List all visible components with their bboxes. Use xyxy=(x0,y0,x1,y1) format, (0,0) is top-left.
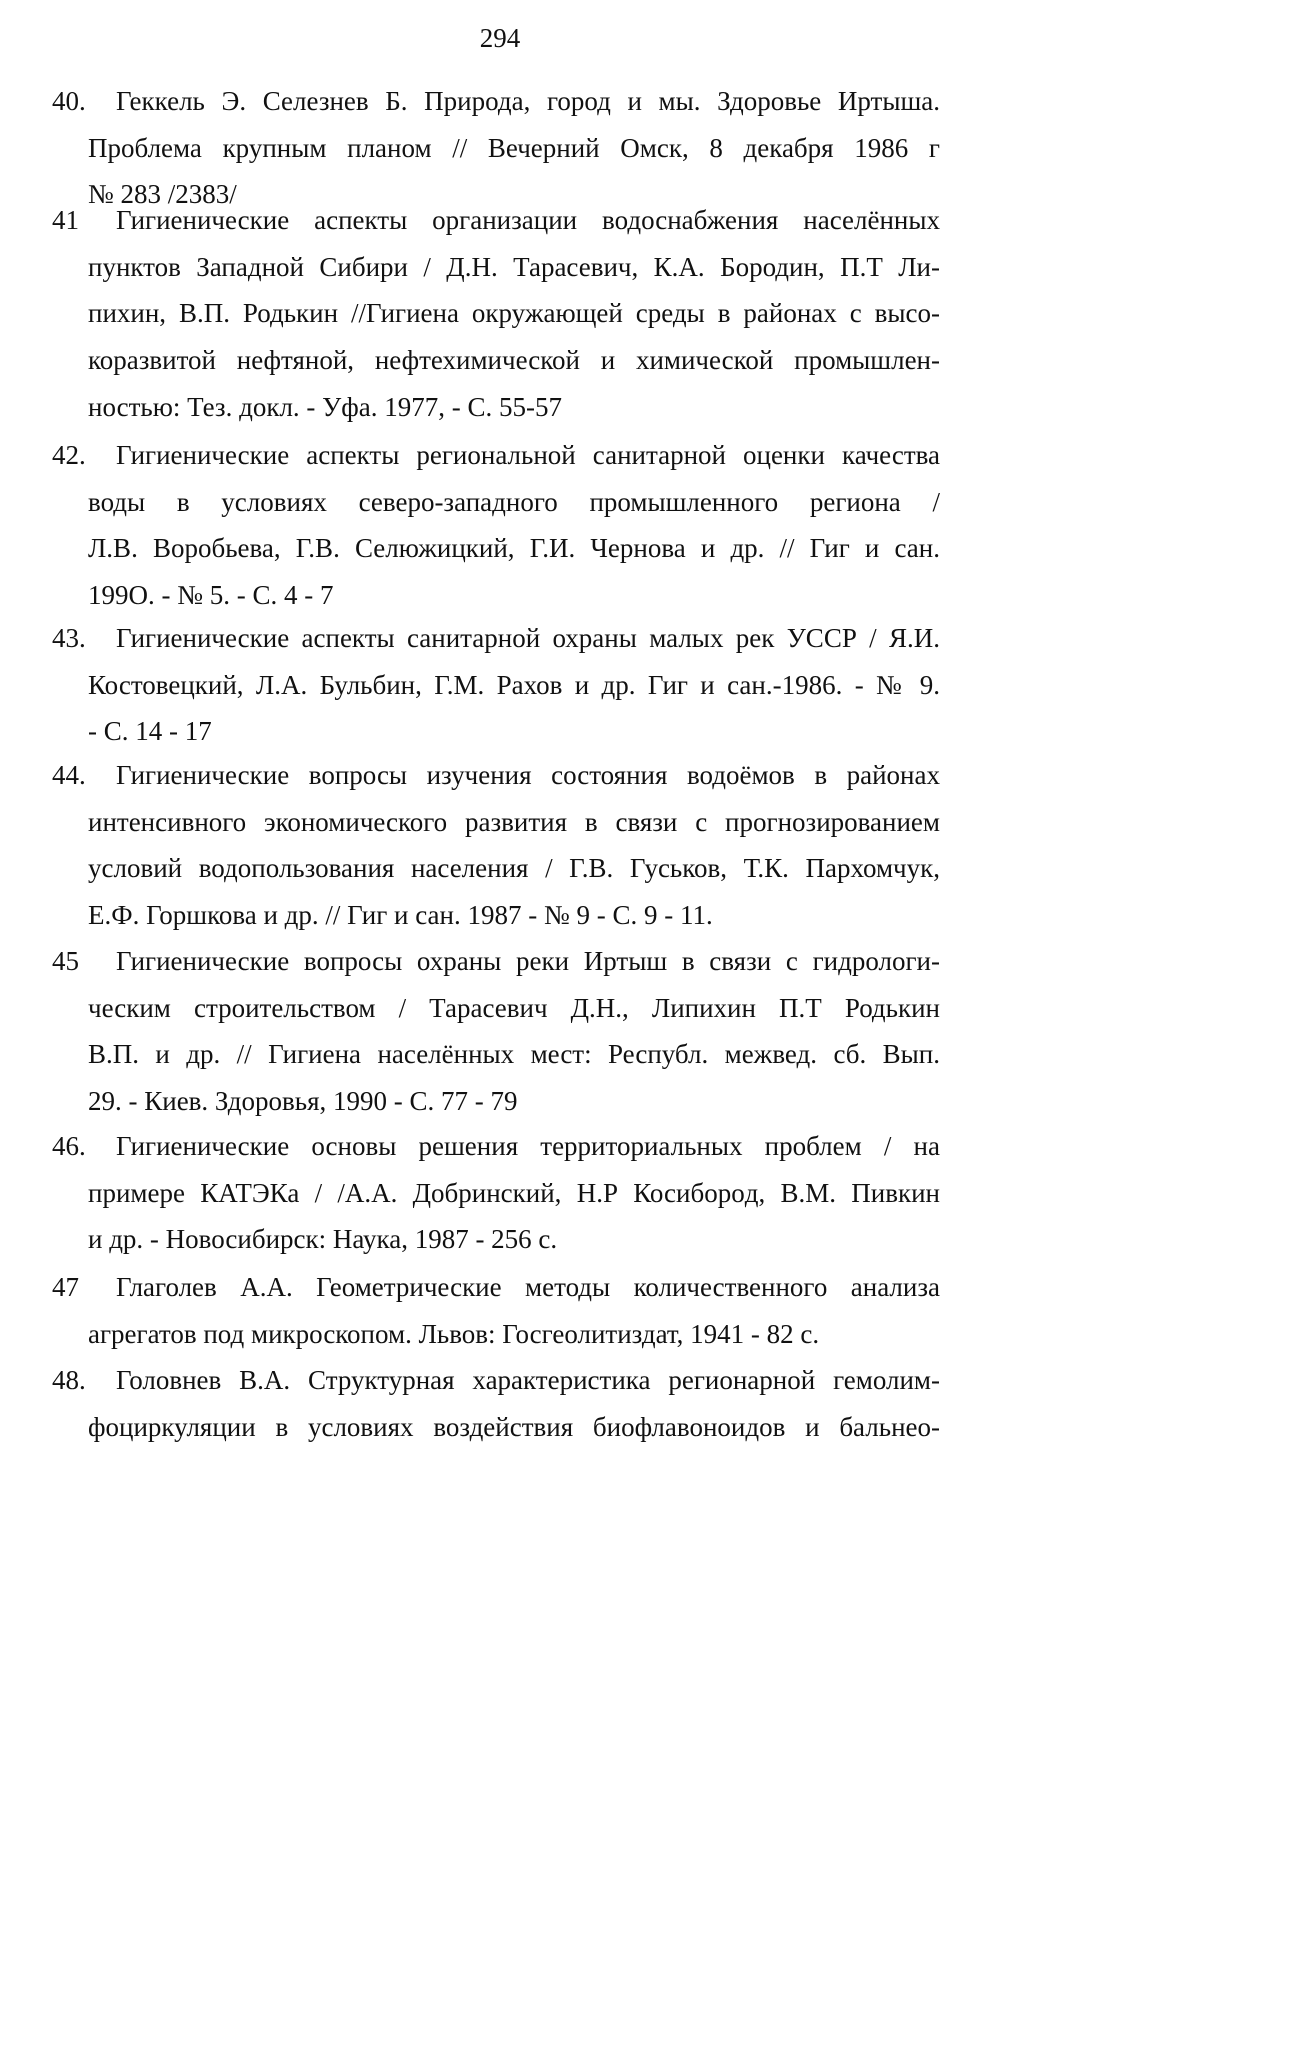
entry-text-line: Гигиенические основы решения территориальных проблем / на xyxy=(116,1131,940,1161)
entry-number: 46. xyxy=(52,1131,86,1161)
entry-text-line: 29. - Киев. Здоровья, 1990 - С. 77 - 79 xyxy=(88,1086,518,1117)
entry-number: 47 xyxy=(52,1272,79,1302)
entry-text-line: интенсивного экономического развития в связи с прогнозированием xyxy=(88,806,940,837)
entry-text-line: Костовецкий, Л.А. Бульбин, Г.М. Рахов и др. Гиг и сан.-1986. - № 9. xyxy=(88,669,940,700)
entry-text-line: Е.Ф. Горшкова и др. // Гиг и сан. 1987 - № 9 - С. 9 - 11. xyxy=(88,900,713,931)
page-number: 294 xyxy=(479,23,521,53)
entry-text-line: Гигиенические вопросы изучения состояния водоёмов в районах xyxy=(116,760,940,790)
entry-text-line: ностью: Тез. докл. - Уфа. 1977, - С. 55-57 xyxy=(88,391,562,422)
entry-text-line: Головнев В.А. Структурная характеристика регионарной гемолим- xyxy=(116,1365,940,1395)
entry-text-line: Гигиенические аспекты организации водоснабжения населённых xyxy=(116,205,940,235)
entry-number: 41 xyxy=(52,205,79,235)
entry-text-line: В.П. и др. // Гигиена населённых мест: Республ. межвед. сб. Вып. xyxy=(88,1039,940,1070)
entry-text-line: примере КАТЭКа / /А.А. Добринский, Н.Р Косиборoд, В.М. Пивкин xyxy=(88,1177,940,1208)
entry-number: 44. xyxy=(52,760,86,790)
entry-text-line: пихин, В.П. Родькин //Гигиена окружающей среды в районах с высо- xyxy=(88,298,940,329)
entry-text-line: Геккель Э. Селезнев Б. Природа, город и мы. Здоровье Иртыша. xyxy=(116,86,940,116)
entry-text-line: Проблема крупным планом // Вечерний Омск, 8 декабря 1986 г xyxy=(88,132,940,163)
entry-text-line: ческим строительством / Тарасевич Д.Н., Липихин П.Т Родькин xyxy=(88,992,940,1023)
entry-text-line: 199O. - № 5. - С. 4 - 7 xyxy=(88,580,334,611)
entry-text-line: № 283 /2383/ xyxy=(88,179,237,210)
entry-text-line: пунктов Западной Сибири / Д.Н. Тарасевич, К.А. Бородин, П.Т Ли- xyxy=(88,251,940,282)
entry-text-line: - С. 14 - 17 xyxy=(88,716,212,747)
entry-number: 48. xyxy=(52,1365,86,1395)
entry-text-line: агрегатов под микроскопом. Львов: Госгеолитиздат, 1941 - 82 с. xyxy=(88,1318,820,1349)
entry-text-line: Гигиенические вопросы охраны реки Иртыш в связи с гидрологи- xyxy=(116,946,940,976)
entry-text-line: Глаголев А.А. Геометрические методы количественного анализа xyxy=(116,1272,940,1302)
entry-text-line: воды в условиях северо-западного промышленного региона / xyxy=(88,486,940,517)
entry-text-line: и др. - Новосибирск: Наука, 1987 - 256 с. xyxy=(88,1224,558,1255)
entry-number: 43. xyxy=(52,623,86,653)
entry-text-line: фоциркуляции в условиях воздействия биофлавоноидов и бальнео- xyxy=(88,1411,940,1442)
entry-number: 40. xyxy=(52,86,86,116)
entry-number: 42. xyxy=(52,440,86,470)
entry-text-line: Гигиенические аспекты санитарной охраны малых рек УССР / Я.И. xyxy=(116,623,940,653)
entry-text-line: коразвитой нефтяной, нефтехимической и химической промышлен- xyxy=(88,345,940,376)
entry-text-line: условий водопользования населения / Г.В. Гуськов, Т.К. Пархомчук, xyxy=(88,853,940,884)
entry-text-line: Л.В. Воробьева, Г.В. Селюжицкий, Г.И. Чернова и др. // Гиг и сан. xyxy=(88,533,940,564)
entry-text-line: Гигиенические аспекты региональной санитарной оценки качества xyxy=(116,440,940,470)
entry-number: 45 xyxy=(52,946,79,976)
